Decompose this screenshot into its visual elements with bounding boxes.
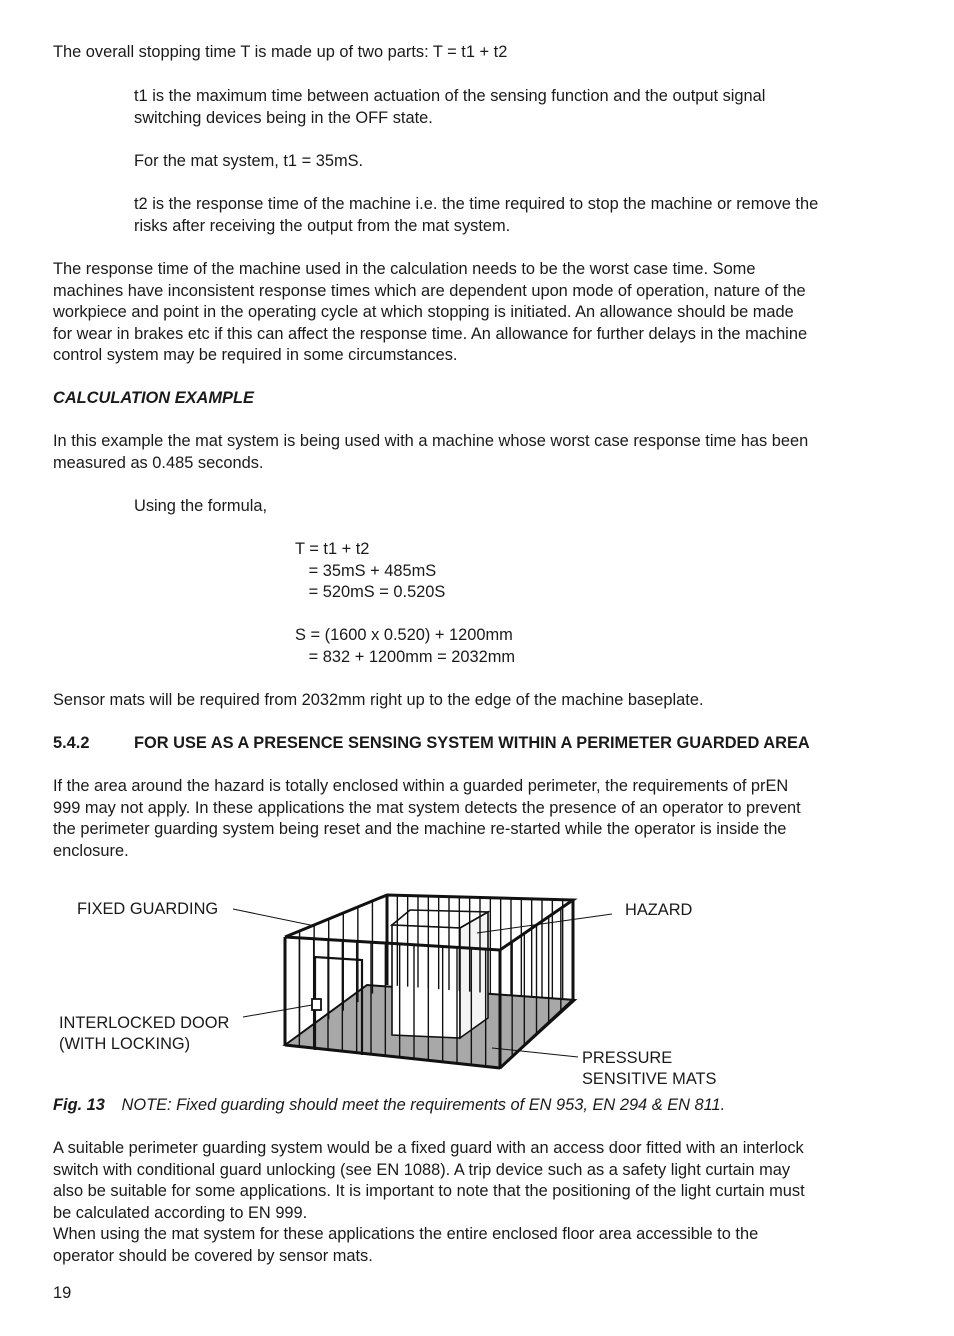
- calculation-conclusion: Sensor mats will be required from 2032mm right up to the edge of the machine baseplate.: [53, 691, 704, 709]
- text-line: also be suitable for some applications. It is important to note that the positioning of the light curtain must: [53, 1182, 805, 1200]
- text-line: the perimeter guarding system being reset and the machine re-started while the operator is inside the: [53, 820, 787, 838]
- text-line: 999 may not apply. In these applications the mat system detects the presence of an operator to prevent: [53, 799, 801, 817]
- label-hazard: HAZARD: [625, 901, 693, 919]
- formula-line: = 832 + 1200mm = 2032mm: [295, 648, 516, 666]
- intro-paragraph: The overall stopping time T is made up of two parts: T = t1 + t2: [53, 43, 508, 61]
- hazard-machine: [392, 910, 488, 1038]
- figure-caption-label: Fig. 13: [53, 1096, 105, 1114]
- formula-line: = 520mS = 0.520S: [295, 583, 446, 601]
- t1-definition-line-2: switching devices being in the OFF state.: [134, 109, 433, 127]
- text-line: control system may be required in some circumstances.: [53, 346, 458, 364]
- label-with-locking: (WITH LOCKING): [59, 1035, 191, 1053]
- text-line: for wear in brakes etc if this can affect the response time. An allowance for further delays in the machine: [53, 325, 808, 343]
- text-line: measured as 0.485 seconds.: [53, 454, 264, 472]
- text-line: switch with conditional guard unlocking (see EN 1088). A trip device such as a safety light curtain may: [53, 1161, 791, 1179]
- text-line: In this example the mat system is being used with a machine whose worst case response time has been: [53, 432, 809, 450]
- text-line: workpiece and point in the operating cycle at which stopping is initiated. An allowance should be made: [53, 303, 794, 321]
- text-line: enclosure.: [53, 842, 129, 860]
- label-fixed-guarding: FIXED GUARDING: [77, 900, 219, 918]
- formula-line: T = t1 + t2: [295, 540, 370, 558]
- formula-line: = 35mS + 485mS: [295, 562, 437, 580]
- text-line: be calculated according to EN 999.: [53, 1204, 308, 1222]
- calculation-heading: CALCULATION EXAMPLE: [53, 389, 254, 407]
- t1-definition-line-1: t1 is the maximum time between actuation of the sensing function and the output signal: [134, 87, 766, 105]
- text-line: operator should be covered by sensor mats.: [53, 1247, 373, 1265]
- section-title: FOR USE AS A PRESENCE SENSING SYSTEM WITHIN A PERIMETER GUARDED AREA: [134, 734, 810, 752]
- formula-lead: Using the formula,: [134, 497, 268, 515]
- label-sensitive-mats: SENSITIVE MATS: [582, 1070, 717, 1088]
- formula-line: S = (1600 x 0.520) + 1200mm: [295, 626, 513, 644]
- page-number: 19: [53, 1284, 72, 1302]
- t2-definition-line-1: t2 is the response time of the machine i.e. the time required to stop the machine or remove the: [134, 195, 819, 213]
- t1-value: For the mat system, t1 = 35mS.: [134, 152, 364, 170]
- t2-definition-line-2: risks after receiving the output from the mat system.: [134, 217, 511, 235]
- text-line: The response time of the machine used in the calculation needs to be the worst case time. Some: [53, 260, 756, 278]
- text-line: machines have inconsistent response times which are dependent upon mode of operation, nature of the: [53, 282, 806, 300]
- text-line: If the area around the hazard is totally enclosed within a guarded perimeter, the requirements of prEN: [53, 777, 789, 795]
- figure-caption: [53, 1095, 725, 1117]
- text-line: When using the mat system for these applications the entire enclosed floor area accessible to the: [53, 1225, 759, 1243]
- figure-caption-text: NOTE: Fixed guarding should meet the requirements of EN 953, EN 294 & EN 811.: [121, 1096, 726, 1114]
- section-number: 5.4.2: [53, 734, 90, 752]
- text-line: A suitable perimeter guarding system would be a fixed guard with an access door fitted with an interlock: [53, 1139, 804, 1157]
- label-pressure: PRESSURE: [582, 1049, 673, 1067]
- label-interlocked-door: INTERLOCKED DOOR: [59, 1014, 230, 1032]
- perimeter-guard-figure: [0, 880, 954, 1090]
